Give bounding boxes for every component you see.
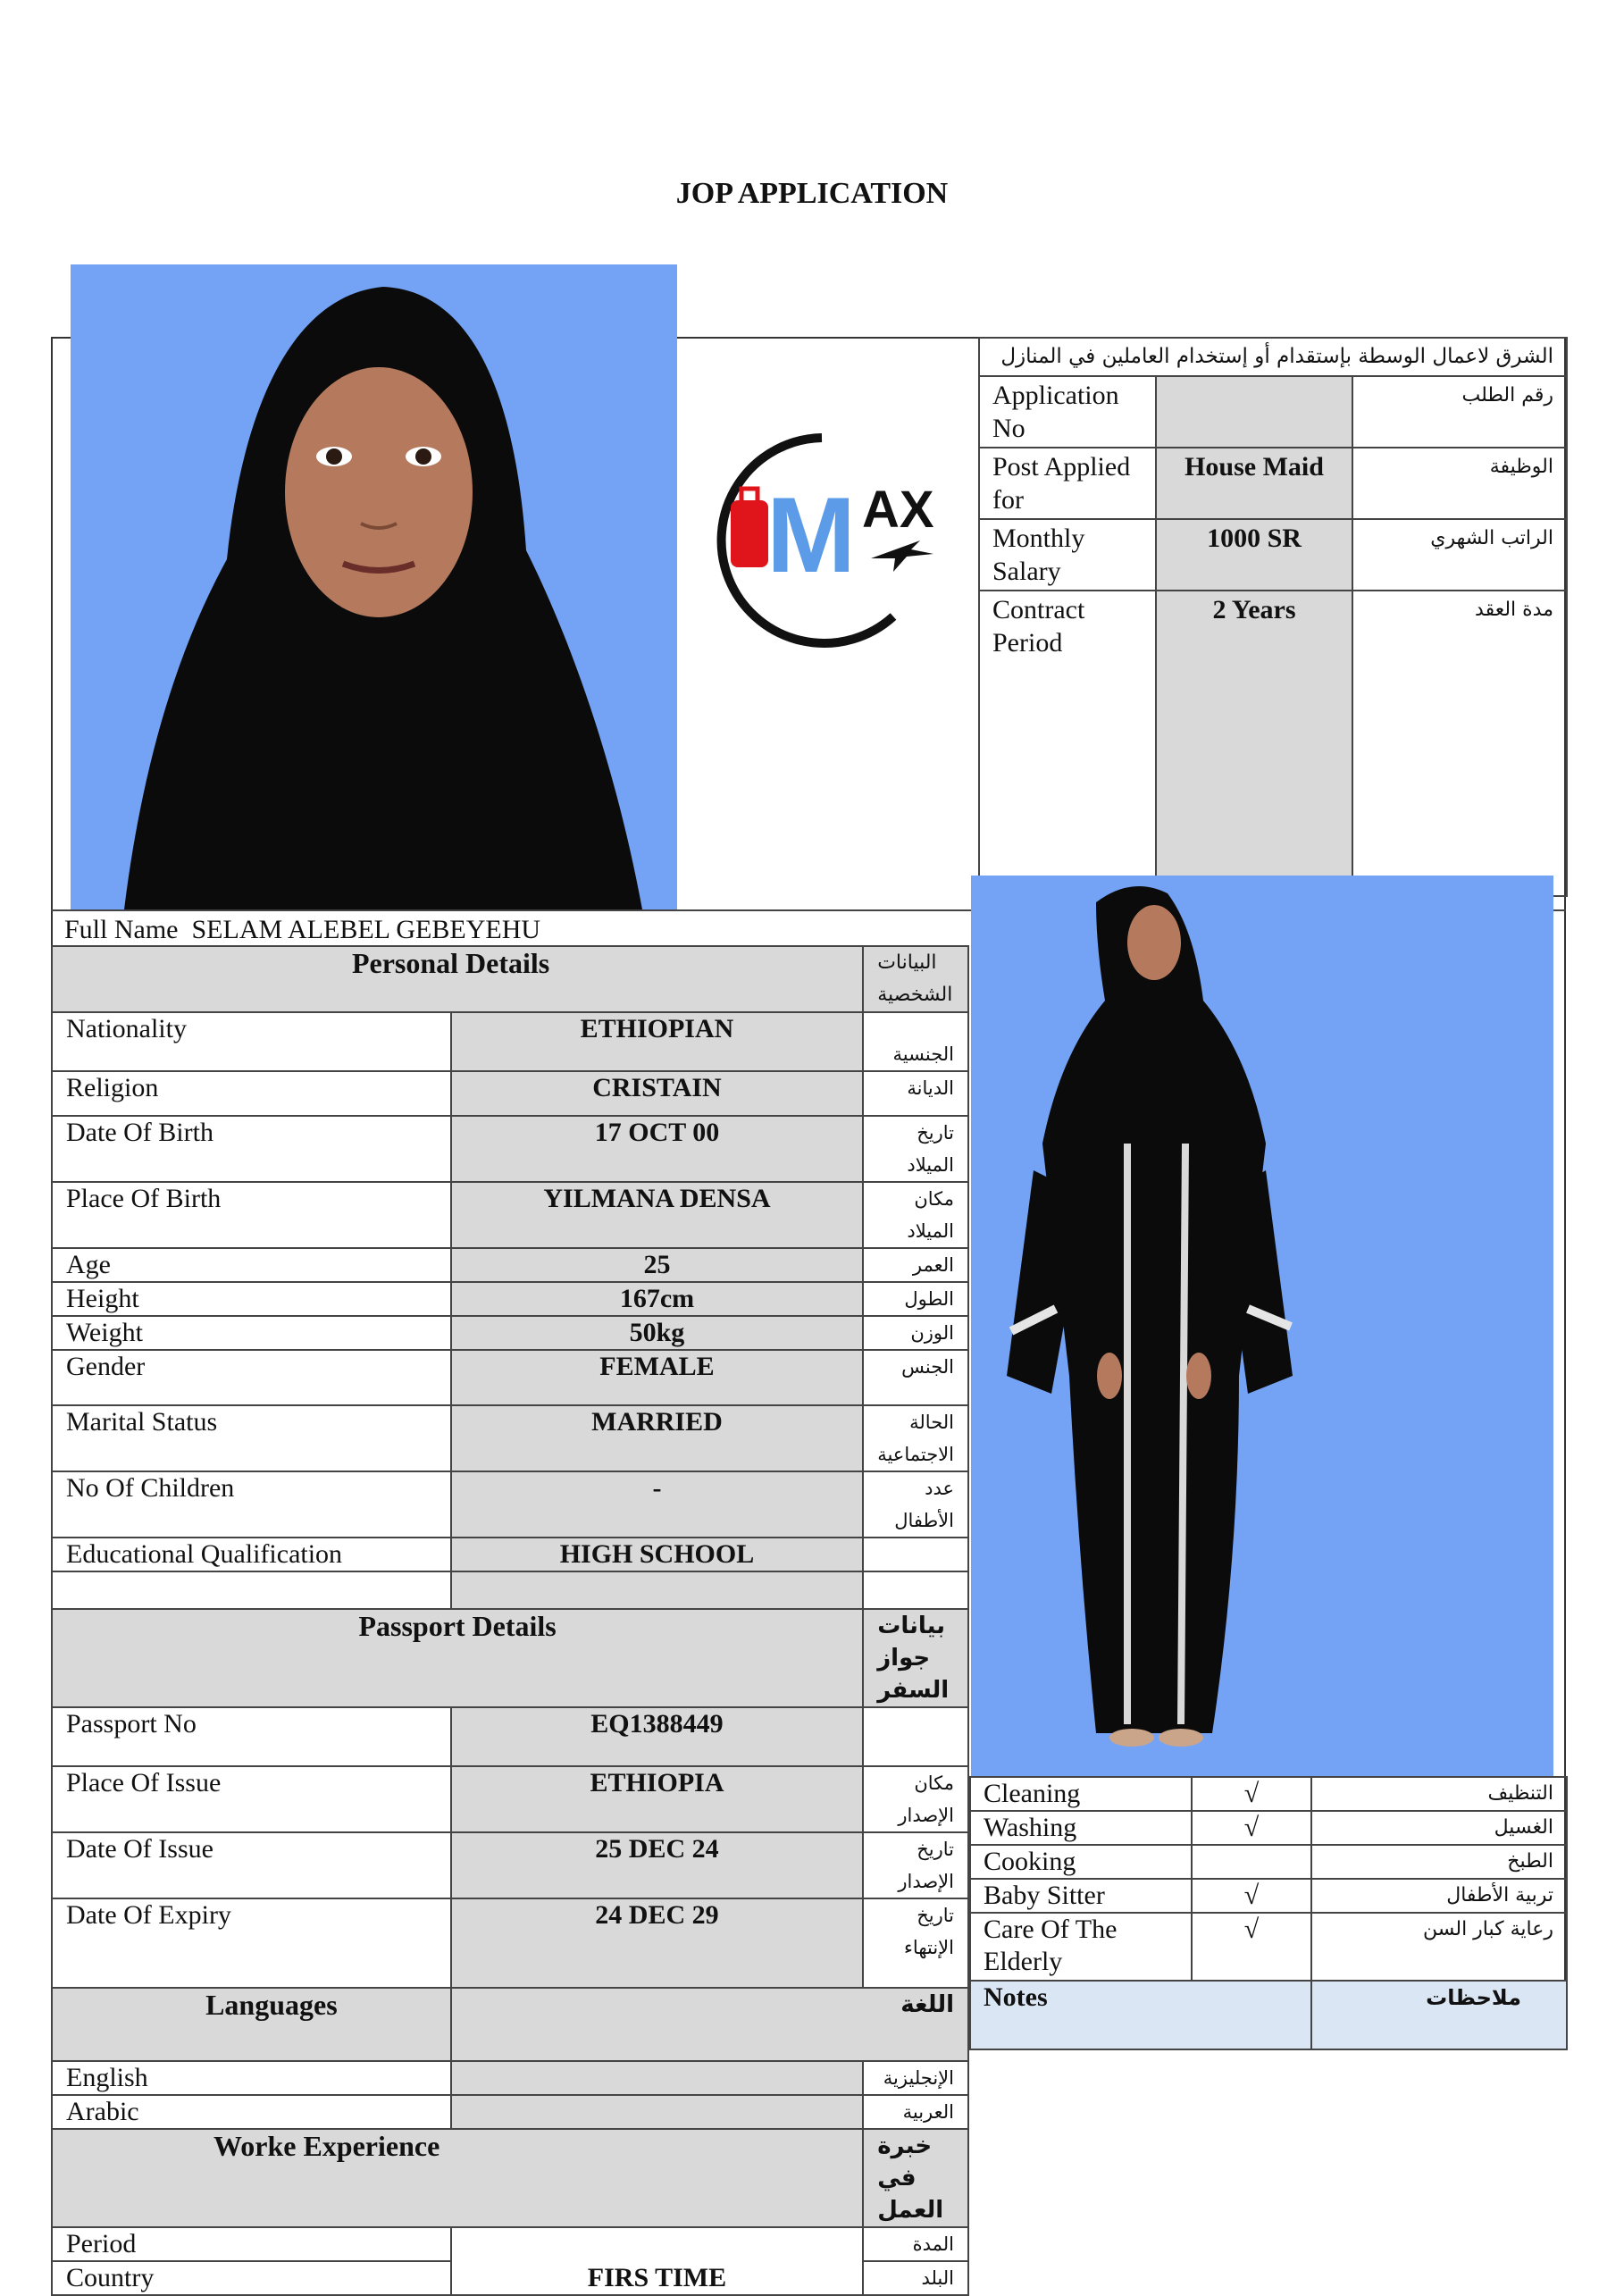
elderly-care-label: Care Of The Elderly	[970, 1913, 1192, 1981]
cooking-ar: الطبخ	[1311, 1845, 1567, 1879]
languages-heading-row	[52, 1988, 968, 2061]
age-label: Age	[52, 1248, 451, 1282]
education-label: Educational Qualification	[52, 1538, 451, 1571]
salary-ar: الراتب الشهري	[1352, 519, 1567, 591]
baby-sitter-check: √	[1192, 1879, 1311, 1913]
dob-ar: تاريخ الميلاد	[863, 1116, 968, 1182]
gender-ar: الجنس	[863, 1350, 968, 1405]
baby-sitter-ar: تربية الأطفال	[1311, 1879, 1567, 1913]
washing-label: Washing	[970, 1811, 1192, 1845]
skills-table	[969, 1776, 1568, 2050]
nationality-value: ETHIOPIAN	[451, 1012, 863, 1071]
nationality-ar: الجنسية	[863, 1012, 968, 1071]
country-ar: البلد	[863, 2261, 968, 2295]
experience-value: FIRS TIME	[451, 2227, 863, 2295]
languages-heading: Languages	[52, 1988, 451, 2061]
arabic-label: Arabic	[52, 2095, 451, 2129]
application-table	[978, 337, 1568, 897]
weight-label: Weight	[52, 1316, 451, 1350]
personal-heading-ar: البيانات الشخصية	[877, 951, 953, 1006]
full-name-label: Full Name	[64, 915, 179, 944]
education-value: HIGH SCHOOL	[451, 1538, 863, 1571]
marital-status-value: MARRIED	[451, 1405, 863, 1471]
post-ar: الوظيفة	[1352, 448, 1567, 519]
company-logo	[688, 406, 956, 666]
passport-heading-row	[52, 1609, 968, 1707]
passport-no-label: Passport No	[52, 1707, 451, 1766]
marital-status-ar: الحالة الاجتماعية	[863, 1405, 968, 1471]
pob-ar: مكان الميلاد	[863, 1182, 968, 1248]
date-of-issue-value: 25 DEC 24	[451, 1832, 863, 1898]
washing-ar: الغسيل	[1311, 1811, 1567, 1845]
passport-heading-ar: بيانات جواز السفر	[877, 1613, 950, 1704]
place-of-issue-ar: مكان الإصدار	[863, 1766, 968, 1832]
salary-value: 1000 SR	[1156, 519, 1352, 591]
english-ar: الإنجليزية	[863, 2061, 968, 2095]
cleaning-ar: التنظيف	[1311, 1777, 1567, 1811]
contract-ar: مدة العقد	[1352, 591, 1567, 896]
date-of-issue-label: Date Of Issue	[52, 1832, 451, 1898]
period-label: Period	[52, 2227, 451, 2261]
personal-heading-row	[52, 946, 968, 1012]
elderly-care-check: √	[1192, 1913, 1311, 1981]
place-of-issue-label: Place Of Issue	[52, 1766, 451, 1832]
personal-heading: Personal Details	[52, 946, 863, 1012]
cleaning-check: √	[1192, 1777, 1311, 1811]
children-label: No Of Children	[52, 1471, 451, 1538]
children-ar: عدد الأطفال	[863, 1471, 968, 1538]
date-of-expiry-label: Date Of Expiry	[52, 1898, 451, 1988]
languages-heading-ar: اللغة	[900, 1991, 954, 2018]
cooking-check	[1192, 1845, 1311, 1879]
full-body-photo	[971, 876, 1553, 1776]
application-no-ar: رقم الطلب	[1352, 376, 1567, 448]
contract-value: 2 Years	[1156, 591, 1352, 896]
application-no-label: Application No	[979, 376, 1156, 448]
page-title: JOP APPLICATION	[675, 177, 949, 210]
arabic-ar: العربية	[863, 2095, 968, 2129]
details-table	[51, 945, 969, 2296]
marital-status-label: Marital Status	[52, 1405, 451, 1471]
age-ar: العمر	[863, 1248, 968, 1282]
date-of-expiry-ar: تاريخ الإنتهاء	[863, 1898, 968, 1988]
notes-ar: ملاحظات	[1311, 1981, 1567, 2049]
experience-heading: Worke Experience	[52, 2129, 863, 2227]
children-value: -	[451, 1471, 863, 1538]
passport-no-value: EQ1388449	[451, 1707, 863, 1766]
dob-value: 17 OCT 00	[451, 1116, 863, 1182]
application-no-value	[1156, 376, 1352, 448]
full-name-value: SELAM ALEBEL GEBEYEHU	[191, 915, 541, 944]
religion-value: CRISTAIN	[451, 1071, 863, 1116]
experience-heading-ar: خبرة في العمل	[877, 2133, 944, 2224]
height-label: Height	[52, 1282, 451, 1316]
salary-label: Monthly Salary	[979, 519, 1156, 591]
height-ar: الطول	[863, 1282, 968, 1316]
english-value	[451, 2061, 863, 2095]
english-label: English	[52, 2061, 451, 2095]
logo-letters-ax: AX	[862, 481, 934, 539]
passport-heading: Passport Details	[52, 1609, 863, 1707]
weight-ar: الوزن	[863, 1316, 968, 1350]
cooking-label: Cooking	[970, 1845, 1192, 1879]
education-ar	[863, 1538, 968, 1571]
passport-no-ar	[863, 1707, 968, 1766]
pob-label: Place Of Birth	[52, 1182, 451, 1248]
height-value: 167cm	[451, 1282, 863, 1316]
experience-heading-row	[52, 2129, 968, 2227]
gender-label: Gender	[52, 1350, 451, 1405]
post-label: Post Applied for	[979, 448, 1156, 519]
nationality-label: Nationality	[52, 1012, 451, 1071]
date-of-expiry-value: 24 DEC 29	[451, 1898, 863, 1988]
age-value: 25	[451, 1248, 863, 1282]
elderly-care-ar: رعاية كبار السن	[1311, 1913, 1567, 1981]
post-value: House Maid	[1156, 448, 1352, 519]
logo-letter-m: M	[766, 475, 856, 595]
contract-label: Contract Period	[979, 591, 1156, 896]
pob-value: YILMANA DENSA	[451, 1182, 863, 1248]
gender-value: FEMALE	[451, 1350, 863, 1405]
airplane-icon	[871, 540, 933, 572]
religion-label: Religion	[52, 1071, 451, 1116]
date-of-issue-ar: تاريخ الإصدار	[863, 1832, 968, 1898]
company-name-ar: الشرق لاعمال الوسطة بإستقدام أو إستخدام العاملين في المنازل	[979, 338, 1567, 376]
notes-label: Notes	[970, 1981, 1311, 2049]
baby-sitter-label: Baby Sitter	[970, 1879, 1192, 1913]
country-label: Country	[52, 2261, 451, 2295]
weight-value: 50kg	[451, 1316, 863, 1350]
dob-label: Date Of Birth	[52, 1116, 451, 1182]
blank-row	[52, 1571, 451, 1609]
washing-check: √	[1192, 1811, 1311, 1845]
period-ar: المدة	[863, 2227, 968, 2261]
cleaning-label: Cleaning	[970, 1777, 1192, 1811]
arabic-value	[451, 2095, 863, 2129]
headshot-photo	[71, 264, 677, 909]
place-of-issue-value: ETHIOPIA	[451, 1766, 863, 1832]
religion-ar: الديانة	[863, 1071, 968, 1116]
